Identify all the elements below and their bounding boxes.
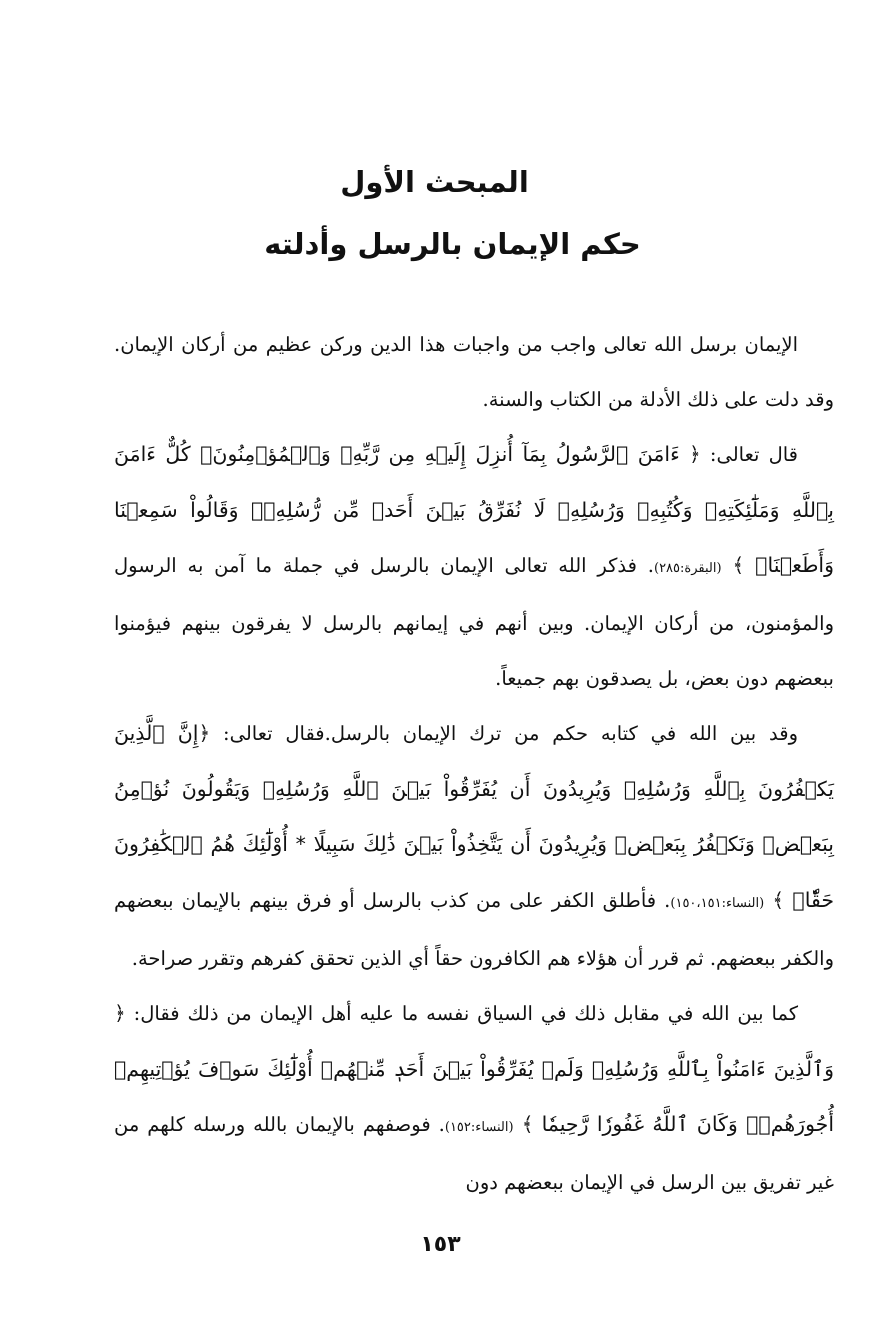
page-number: ١٥٣ (420, 1232, 461, 1257)
quran-verse: ءَامَنَ ٱلرَّسُولُ بِمَآ أُنزِلَ إِلَيۡهِ مِن رَّبِّهِۦ وَٱلۡمُؤۡمِنُونَۚ كُلٌّ ءَامَنَ بِٱللَّهِ وَمَلَٰٓئِكَتِهِۦ وَكُتُبِهِۦ وَرُسُلِهِۦ لَا نُفَرِّقُ بَيۡنَ أَحَدٖ مِّن رُّسُلِهِۦۚ وَقَالُواْ سَمِعۡنَا وَأَطَعۡنَاۖ (114, 442, 835, 578)
paragraph-nisa-150 (114, 706, 834, 986)
quran-verse: وَٱلَّذِينَ ءَامَنُواْ بِٱللَّهِ وَرُسُلِهِۦ وَلَمۡ يُفَرِّقُواْ بَيۡنَ أَحَدٖ مِّنۡهُمۡ أُوْلَٰٓئِكَ سَوۡفَ يُؤۡتِيهِمۡ أُجُورَهُمۡۚ وَكَانَ ٱللَّهُ غَفُورٗا رَّحِيمٗا (114, 1056, 835, 1137)
ornate-bracket-open: ﴿ (198, 721, 211, 746)
ornate-bracket-close: ﴾ (764, 887, 793, 912)
heading-block (0, 150, 881, 274)
paragraph-lead: وقد بين الله في كتابه حكم من ترك الإيمان بالرسل.فقال تعالى: (210, 722, 798, 746)
chapter-title: المبحث الأول (340, 165, 529, 199)
paragraph-lead: كما بين الله في مقابل ذلك في السياق نفسه ما عليه أهل الإيمان من ذلك فقال: (125, 1002, 798, 1026)
paragraph-tail: . فأطلق الكفر على من كذب بالرسل أو فرق بينهم بالإيمان ببعضهم والكفر ببعضهم. ثم قرر أن هؤلاء هم الكافرون حقاً أي الذين تحقق كفرهم وتقرر صراحة. (114, 888, 834, 970)
paragraph-lead: قال تعالى: (700, 443, 799, 467)
verse-reference: (البقرة:٢٨٥) (653, 561, 722, 577)
paragraph-nisa-152 (114, 986, 834, 1210)
section-title: حكم الإيمان بالرسل وأدلته (264, 227, 641, 261)
quran-verse: إِنَّ ٱلَّذِينَ يَكۡفُرُونَ بِٱللَّهِ وَرُسُلِهِۦ وَيُرِيدُونَ أَن يُفَرِّقُواْ بَيۡنَ ٱللَّهِ وَرُسُلِهِۦ وَيَقُولُونَ نُؤۡمِنُ بِبَعۡضٖ وَنَكۡفُرُ بِبَعۡضٖ وَيُرِيدُونَ أَن يَتَّخِذُواْ بَيۡنَ ذَٰلِكَ سَبِيلًا * أُوْلَٰٓئِكَ هُمُ ٱلۡكَٰفِرُونَ حَقّٗاۚ (114, 721, 834, 912)
body-text (114, 318, 834, 1211)
paragraph-intro: الإيمان برسل الله تعالى واجب من واجبات هذا الدين وركن عظيم من أركان الإيمان. وقد دلت على ذلك الأدلة من الكتاب والسنة. (114, 333, 834, 411)
ornate-bracket-close: ﴾ (513, 1112, 542, 1137)
verse-reference: (النساء:١٥٠،١٥١) (670, 895, 765, 911)
paragraph-tail: . فوصفهم بالإيمان بالله ورسله كلهم من غير تفريق بين الرسل في الإيمان ببعضهم دون (114, 1113, 834, 1194)
paragraph-tail: . فذكر الله تعالى الإيمان بالرسل في جملة ما آمن به الرسول والمؤمنون، من أركان الإيمان. وبين أنهم في إيمانهم بالرسل لا يفرقون بينهم فيؤمنوا ببعضهم دون بعض، بل يصدقون بهم جميعاً. (114, 554, 834, 690)
verse-reference: (النساء:١٥٢) (444, 1120, 514, 1136)
ornate-bracket-close: ﴾ (721, 553, 756, 578)
ornate-bracket-open: ﴿ (114, 1001, 126, 1026)
ornate-bracket-open: ﴿ (679, 442, 701, 467)
paragraph-baqarah (114, 427, 834, 706)
